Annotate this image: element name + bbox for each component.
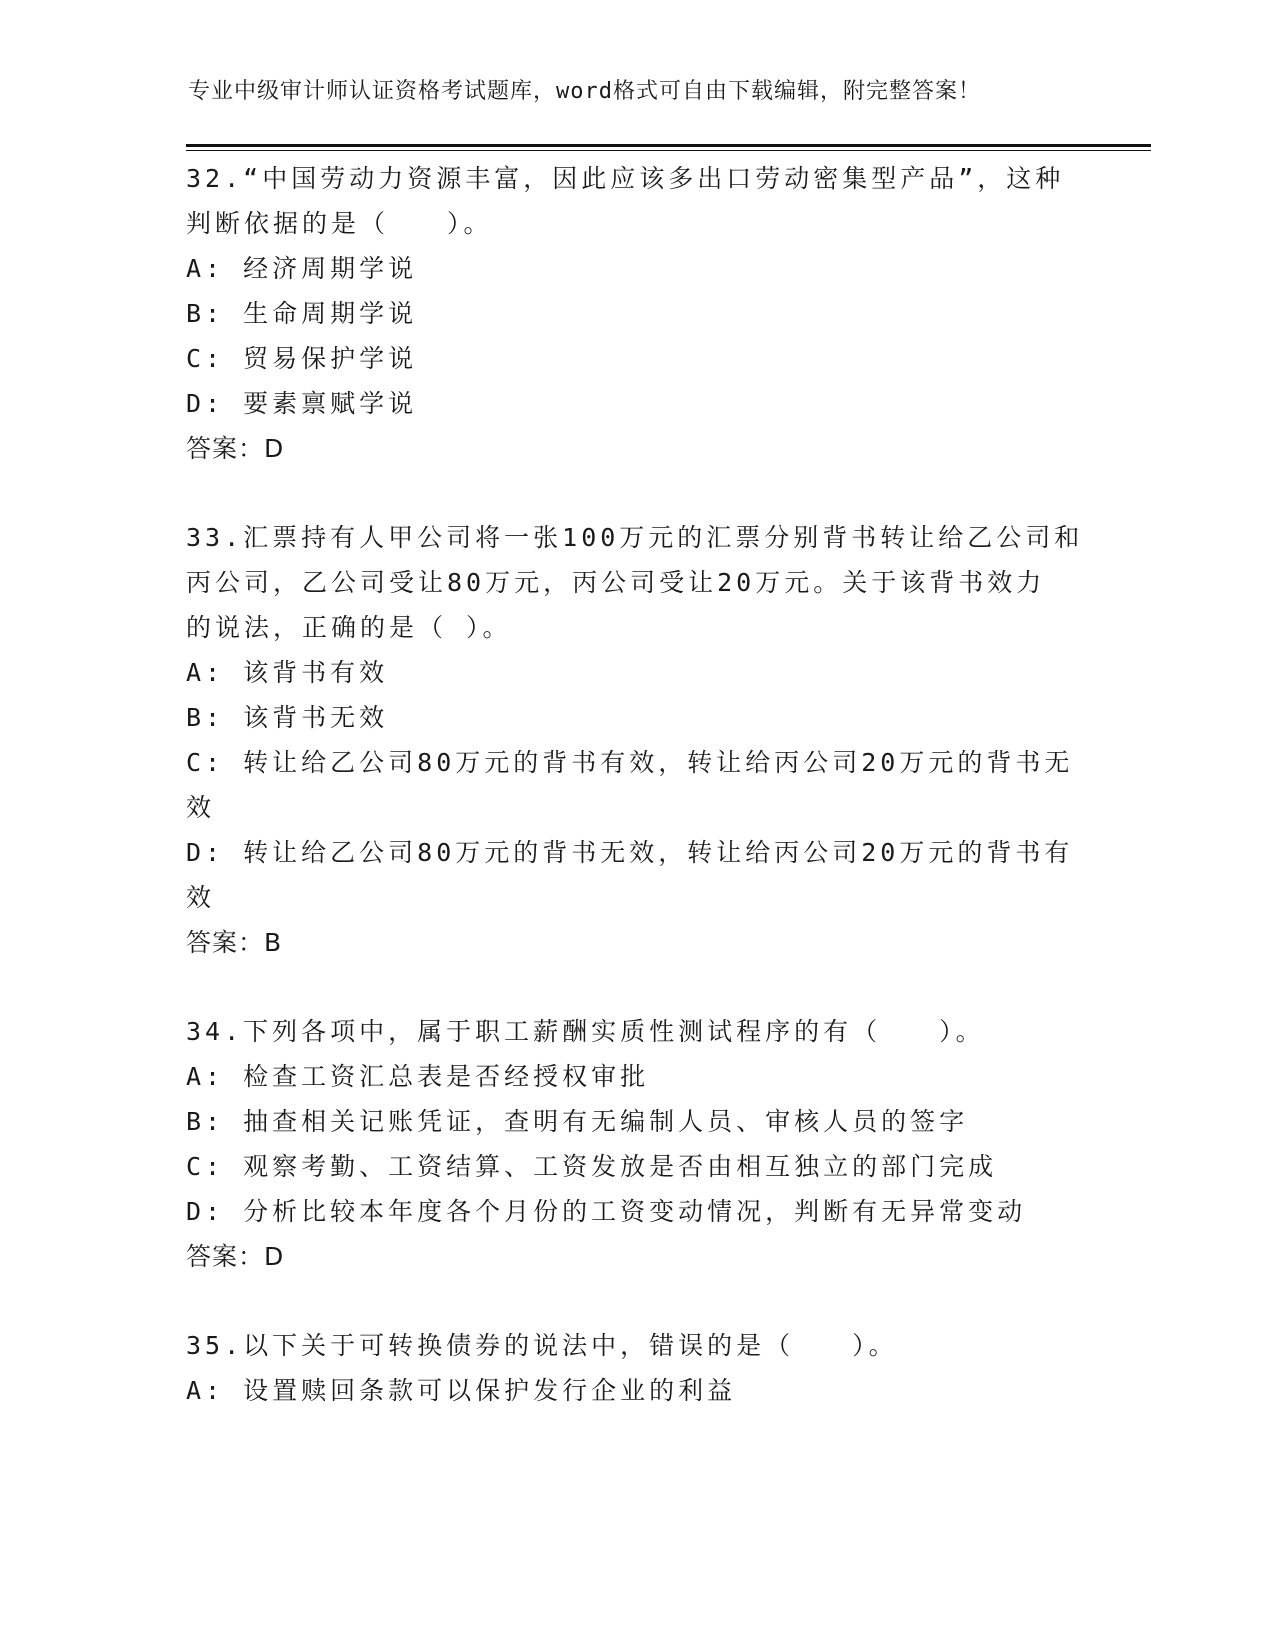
question-list (186, 156, 1086, 1413)
question-stem-line: 33.汇票持有人甲公司将一张100万元的汇票分别背书转让给乙公司和 (186, 523, 1084, 552)
header-rule-thick (186, 144, 1151, 147)
option-d: D: 要素禀赋学说 (186, 389, 418, 418)
question-33 (186, 515, 1086, 965)
answer-line: 答案：D (186, 434, 285, 463)
option-b: B: 该背书无效 (186, 703, 389, 732)
question-32 (186, 156, 1086, 471)
question-stem-line: 34.下列各项中，属于职工薪酬实质性测试程序的有（ ）。 (186, 1017, 985, 1046)
option-c: C: 转让给乙公司80万元的背书有效，转让给丙公司20万元的背书无 (186, 748, 1074, 777)
spacer (186, 1279, 1086, 1323)
option-b: B: 生命周期学说 (186, 299, 418, 328)
question-stem-line: 丙公司，乙公司受让80万元，丙公司受让20万元。关于该背书效力 (186, 568, 1046, 597)
option-c: C: 观察考勤、工资结算、工资发放是否由相互独立的部门完成 (186, 1152, 998, 1181)
answer-line: 答案：B (186, 928, 283, 957)
question-stem-line: 32.“中国劳动力资源丰富，因此应该多出口劳动密集型产品”，这种 (186, 164, 1065, 193)
option-c-continuation: 效 (186, 793, 216, 822)
option-a: A: 设置赎回条款可以保护发行企业的利益 (186, 1376, 737, 1405)
option-a: A: 该背书有效 (186, 658, 389, 687)
question-34 (186, 1009, 1086, 1279)
option-a: A: 检查工资汇总表是否经授权审批 (186, 1062, 650, 1091)
page-header: 专业中级审计师认证资格考试题库，word格式可自由下载编辑，附完整答案！ (188, 79, 981, 104)
header-rule-thin (186, 150, 1151, 151)
question-stem-line: 判断依据的是（ ）。 (186, 209, 493, 238)
option-d: D: 转让给乙公司80万元的背书无效，转让给丙公司20万元的背书有 (186, 838, 1074, 867)
question-stem-line: 35.以下关于可转换债券的说法中，错误的是（ ）。 (186, 1331, 898, 1360)
option-c: C: 贸易保护学说 (186, 344, 418, 373)
question-stem-line: 的说法，正确的是（ ）。 (186, 613, 512, 642)
spacer (186, 965, 1086, 1009)
question-35 (186, 1323, 1086, 1413)
option-d-continuation: 效 (186, 883, 216, 912)
option-b: B: 抽查相关记账凭证，查明有无编制人员、审核人员的签字 (186, 1107, 969, 1136)
option-d: D: 分析比较本年度各个月份的工资变动情况，判断有无异常变动 (186, 1197, 1027, 1226)
answer-line: 答案：D (186, 1242, 285, 1271)
spacer (186, 471, 1086, 515)
option-a: A: 经济周期学说 (186, 254, 418, 283)
